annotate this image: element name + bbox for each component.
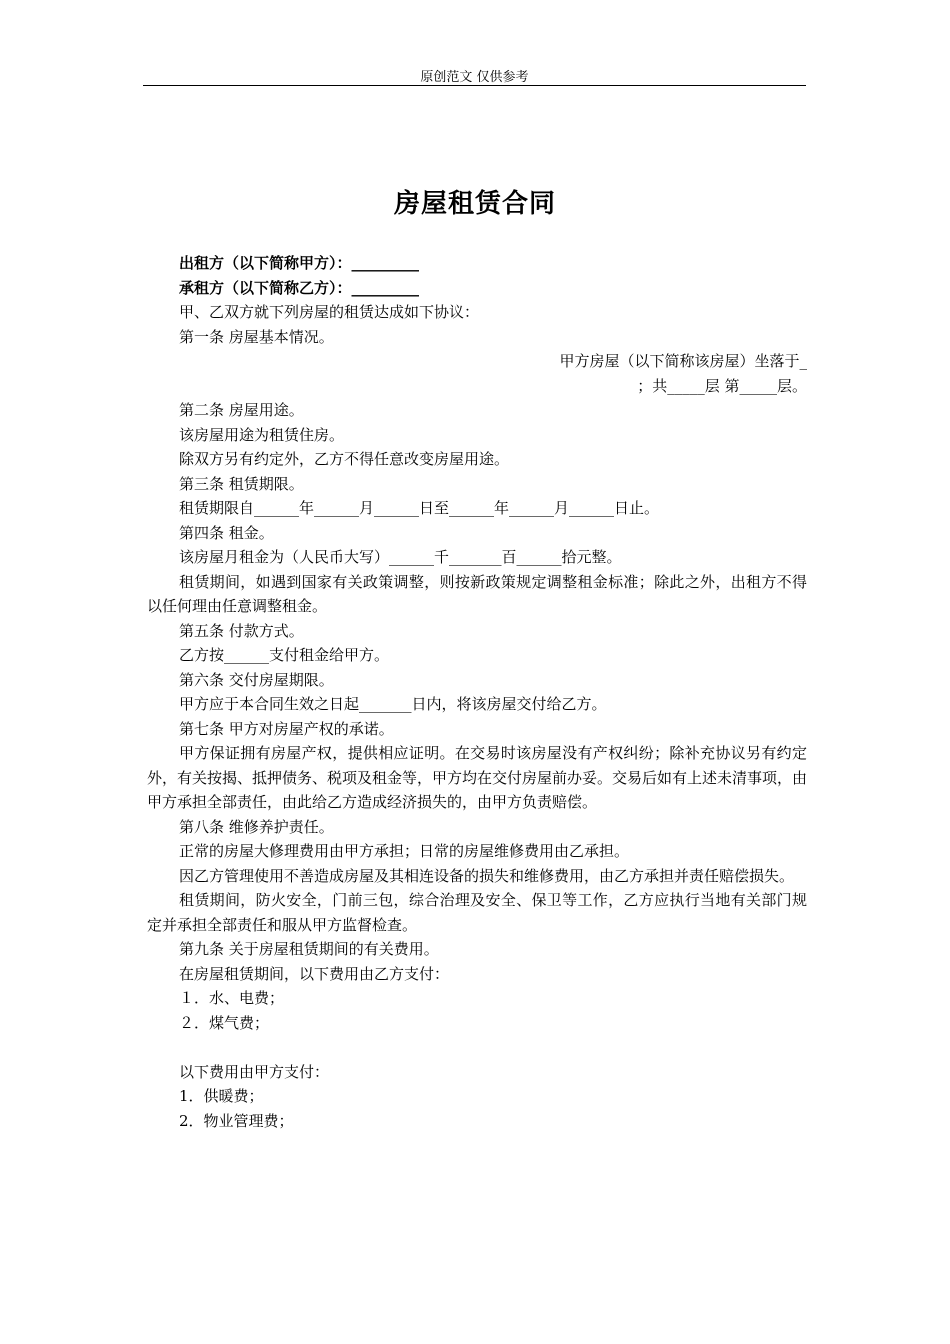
article-1-text-b: ；共_____层 第_____层。	[637, 376, 807, 395]
article-9-text-a: 在房屋租赁期间，以下费用由乙方支付：	[179, 964, 450, 983]
article-7-text-a: 甲方保证拥有房屋产权，提供相应证明。在交易时该房屋没有产权纠纷；除补充协议另有约定外，有关按揭、抵押债务、税项及租金等，甲方均在交付房屋前办妥。交易后如有上述未清事项，由甲方承担全部责任，由此给乙方造成经济损失的，由甲方负责赔偿。	[147, 744, 808, 811]
article-8-text-c: 租赁期间，防火安全，门前三包，综合治理及安全、保卫等工作，乙方应执行当地有关部门规定并承担全部责任和服从甲方监督检查。	[147, 891, 807, 934]
article-9-heading: 第九条 关于房屋租赁期间的有关费用。	[179, 940, 439, 958]
article-9-text-b: 以下费用由甲方支付：	[179, 1062, 330, 1081]
article-4-text-a: 该房屋月租金为（人民币大写）______千_______百______拾元整。	[179, 548, 622, 566]
article-8-heading: 第八条 维修养护责任。	[179, 817, 334, 836]
blank-line	[147, 1035, 807, 1060]
article-9-item-b1: 1．供暖费；	[179, 1087, 264, 1105]
article-1-text-a: 甲方房屋（以下简称该房屋）坐落于_	[559, 352, 807, 370]
article-8-text-a: 正常的房屋大修理费用由甲方承担；日常的房屋维修费用由乙承担。	[179, 842, 630, 860]
intro-line: 甲、乙双方就下列房屋的租赁达成如下协议：	[179, 303, 480, 321]
article-4-heading: 第四条 租金。	[179, 523, 274, 542]
article-6-text-a: 甲方应于本合同生效之日起_______日内，将该房屋交付给乙方。	[179, 695, 607, 713]
contract-body	[147, 251, 807, 1133]
article-9-item-a1: １．水、电费；	[179, 989, 285, 1007]
article-1-heading: 第一条 房屋基本情况。	[179, 327, 334, 346]
article-7-heading: 第七条 甲方对房屋产权的承诺。	[179, 719, 394, 738]
header-rule	[143, 85, 806, 86]
article-9-item-b2: 2．物业管理费；	[179, 1111, 294, 1130]
article-4-text-b: 租赁期间，如遇到国家有关政策调整，则按新政策规定调整租金标准；除此之外，出租方不得以任何理由任意调整租金。	[147, 572, 807, 615]
article-2-text-a: 该房屋用途为租赁住房。	[179, 425, 345, 444]
article-3-text-a: 租赁期限自______年______月______日至______年______月______日止。	[179, 499, 660, 517]
page-header: 原创范文 仅供参考	[420, 70, 529, 85]
article-2-text-b: 除双方另有约定外，乙方不得任意改变房屋用途。	[179, 450, 510, 468]
article-9-item-a2: ２．煤气费；	[179, 1013, 270, 1032]
document-title: 房屋租赁合同	[393, 189, 556, 219]
article-3-heading: 第三条 租赁期限。	[179, 474, 304, 493]
lessor-line: 出租方（以下简称甲方）：_________	[179, 254, 420, 272]
article-5-text-a: 乙方按______支付租金给甲方。	[179, 646, 390, 664]
lessee-line: 承租方（以下简称乙方）：_________	[179, 278, 420, 297]
article-5-heading: 第五条 付款方式。	[179, 621, 304, 640]
article-2-heading: 第二条 房屋用途。	[179, 401, 304, 419]
article-8-text-b: 因乙方管理使用不善造成房屋及其相连设备的损失和维修费用，由乙方承担并责任赔偿损失。	[179, 866, 795, 885]
article-6-heading: 第六条 交付房屋期限。	[179, 670, 334, 689]
